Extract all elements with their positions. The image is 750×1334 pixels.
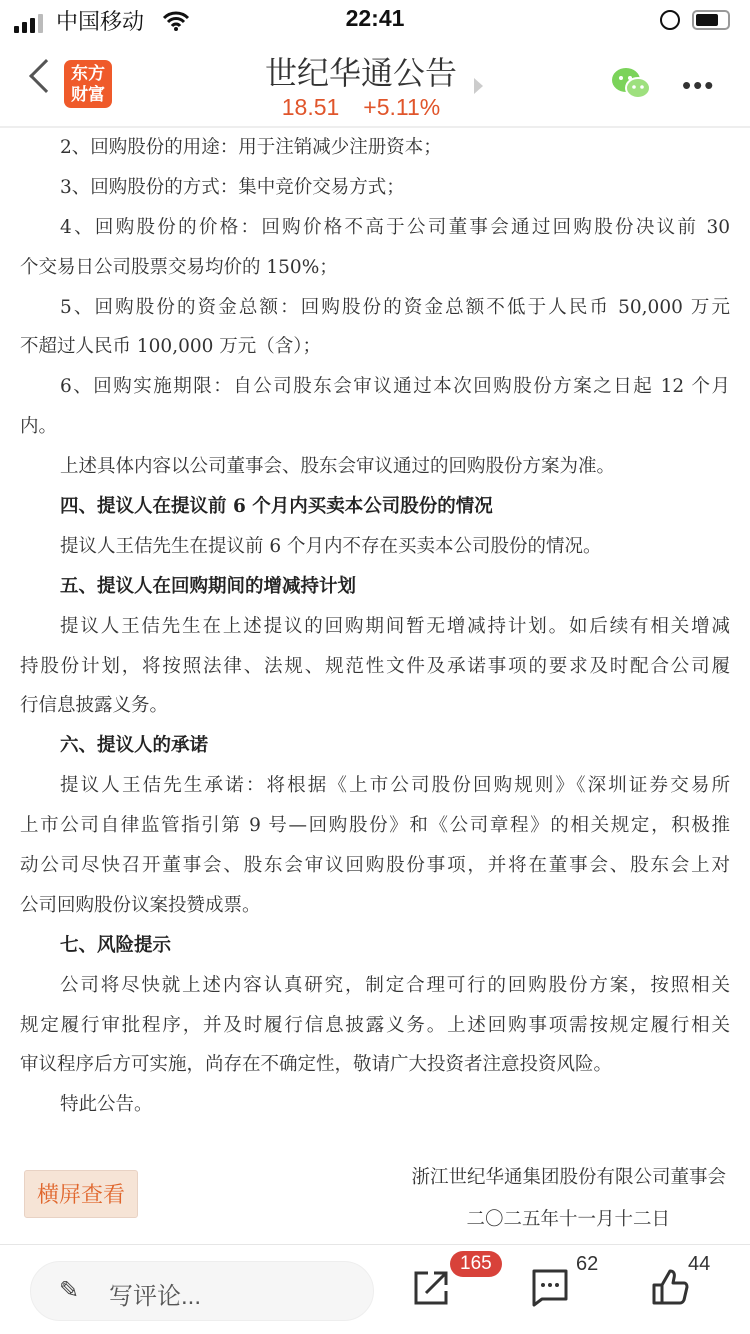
battery-icon xyxy=(692,10,730,30)
comment-icon[interactable] xyxy=(530,1267,570,1307)
carrier: 中国移动 xyxy=(56,9,145,34)
paragraph-line: 4、回购股份的价格：回购价格不高于公司董事会通过回购股份决议前 30 xyxy=(60,216,730,238)
paragraph-line: 提议人王佶先生承诺：将根据《上市公司股份回购规则》《深圳证券交易所 xyxy=(60,775,730,797)
pencil-icon: ✎ xyxy=(59,1277,80,1304)
section-heading: 五、提议人在回购期间的增减持计划 xyxy=(60,575,357,597)
share-icon[interactable] xyxy=(412,1267,452,1307)
paragraph-line: 公司回购股份议案投赞成票。 xyxy=(20,894,261,916)
landscape-view-button[interactable]: 横屏查看 xyxy=(24,1170,138,1218)
status-bar xyxy=(0,0,750,40)
wechat-share-icon[interactable] xyxy=(610,66,652,102)
paragraph-line: 提议人王佶先生在上述提议的回购期间暂无增减持计划。如后续有相关增减 xyxy=(60,615,730,637)
more-icon[interactable]: ••• xyxy=(682,70,716,100)
stock-price: 18.51 xyxy=(281,94,340,120)
chevron-right-icon[interactable] xyxy=(474,78,483,94)
comment-count: 62 xyxy=(576,1253,599,1275)
paragraph-line: 上述具体内容以公司董事会、股东会审议通过的回购股份方案为准。 xyxy=(60,456,616,478)
paragraph-line: 提议人王佶先生在提议前 6 个月内不存在买卖本公司股份的情况。 xyxy=(60,535,602,557)
announcement-body xyxy=(20,128,730,1125)
paragraph-line: 规定履行审批程序，并及时履行信息披露义务。上述回购事项需按规定履行相关 xyxy=(20,1014,730,1036)
announcement-date: 二〇二五年十一月十二日 xyxy=(466,1209,670,1230)
paragraph-line: 5、回购股份的资金总额：回购股份的资金总额不低于人民币 50,000 万元 xyxy=(60,296,730,318)
bottom-bar xyxy=(0,1244,750,1334)
section-heading: 四、提议人在提议前 6 个月内买卖本公司股份的情况 xyxy=(60,496,493,518)
comment-input[interactable] xyxy=(30,1261,374,1321)
paragraph-line: 3、回购股份的方式：集中竞价交易方式； xyxy=(60,176,405,198)
comment-placeholder: 写评论... xyxy=(109,1283,202,1310)
paragraph-line: 个交易日公司股票交易均价的 150%； xyxy=(20,256,338,278)
paragraph-line: 审议程序后方可实施，尚存在不确定性，敬请广大投资者注意投资风险。 xyxy=(20,1054,613,1076)
paragraph-line: 持股份计划，将按照法律、法规、规范性文件及承诺事项的要求及时配合公司履 xyxy=(20,655,730,677)
stock-change: +5.11% xyxy=(363,94,441,120)
signature: 浙江世纪华通集团股份有限公司董事会 xyxy=(411,1167,726,1188)
clock: 22:41 xyxy=(345,5,405,31)
paragraph-line: 6、回购实施期限：自公司股东会审议通过本次回购股份方案之日起 12 个月 xyxy=(60,376,730,398)
like-count: 44 xyxy=(688,1253,711,1275)
paragraph-line: 内。 xyxy=(20,416,58,438)
app-logo[interactable]: 东方财富 xyxy=(64,60,112,108)
paragraph-line: 上市公司自律监管指引第 9 号—回购股份》和《公司章程》的相关规定，积极推 xyxy=(20,815,730,837)
page-title: 世纪华通公告 xyxy=(264,55,457,91)
paragraph-line: 2、回购股份的用途：用于注销减少注册资本； xyxy=(60,137,442,158)
nav-bar xyxy=(0,40,750,128)
paragraph-line: 动公司尽快召开董事会、股东会审议回购股份事项，并将在董事会、股东会上对 xyxy=(20,855,730,877)
like-icon[interactable] xyxy=(650,1267,690,1307)
paragraph-line: 公司将尽快就上述内容认真研究，制定合理可行的回购股份方案，按照相关 xyxy=(60,974,730,996)
paragraph-line: 行信息披露义务。 xyxy=(20,695,169,717)
section-heading: 七、风险提示 xyxy=(60,934,172,956)
rotation-lock-icon xyxy=(660,10,680,30)
paragraph-line: 不超过人民币 100,000 万元（含）； xyxy=(20,336,322,358)
section-heading: 六、提议人的承诺 xyxy=(60,735,209,757)
share-count-badge: 165 xyxy=(450,1251,502,1277)
paragraph-line: 特此公告。 xyxy=(60,1094,153,1116)
